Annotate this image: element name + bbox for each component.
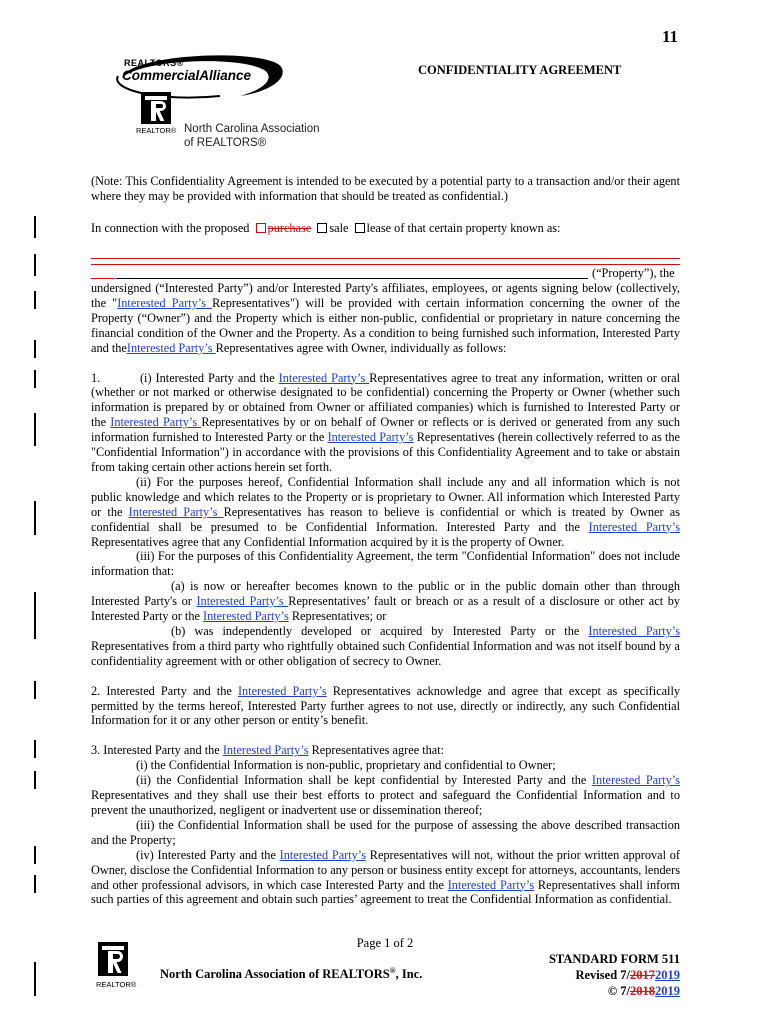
document-body-continued [91,281,684,907]
revised-date: Revised 7/20172019 [575,968,680,982]
section-3-iii: (iii) the Confidential Information shall be used for the purpose of assessing the above described transaction and the Property; [91,817,680,847]
property-blank-line[interactable] [91,264,680,265]
document-body [91,174,680,236]
note-paragraph: (Note: This Confidentiality Agreement is intended to be executed by a potential party to a transaction and/or their agent where they may be provided with information that should be treated as confidential.) [91,174,680,203]
intro-paragraph: undersigned (“Interested Party”) and/or Interested Party's affiliates, employees, or agents signing below (collectively, the "Interested Party’s Representatives") will be provided with certain information concerning the owner of the Property (“Owner”) and the Property which is either non-public, confidential or proprietary in nature concerning the financial condition of the Owner and the Property. As a condition to being furnished such information, Interested Party and theInterested Party’s Representatives agree with Owner, individually as follows: [91,281,680,355]
property-blank-line[interactable] [91,258,680,259]
realtor-r-icon [98,942,128,976]
section-3-i: (i) the Confidential Information is non-public, proprietary and confidential to Owner; [136,758,556,773]
change-bar [34,771,36,789]
interested-partys-insert: Interested Party’s [117,295,213,310]
interested-partys-insert: Interested Party’s [591,773,681,788]
nc-association-line2: of REALTORS® [184,137,267,149]
page-number: 11 [662,27,679,46]
interested-partys-insert: Interested Party’s [588,519,680,534]
interested-partys-insert: Interested Party’s [196,594,289,609]
section-2: 2. Interested Party and the Interested Party’s Representatives acknowledge and agree that except as specifically permitted by the terms hereof, Interested Party further agrees to not use, directly or indirectly, any such Confidential Information for it or any other person or entity’s benefit. [91,683,681,728]
connection-line [91,221,680,236]
page-indicator: Page 1 of 2 [356,936,414,950]
property-blank-line[interactable] [91,278,115,279]
copyright-date: © 7/20182019 [607,984,680,998]
purchase-option-deleted: purchase [267,220,312,235]
interested-partys-insert: Interested Party’s [128,504,224,519]
standard-form-label: STANDARD FORM 511 [548,952,680,966]
sale-option: sale [329,220,349,235]
realtor-mark-text: REALTOR® [96,980,137,989]
section-1-a: (a) is now or hereafter becomes known to the public or in the public domain other than through Interested Party's or Interested Party’s Representatives’ fault or breach or as a result of a disclosure or other act by Interested Party or the Interested Party’s Representatives; or [91,579,680,624]
lease-option: lease of that certain property known as: [366,220,561,235]
purchase-checkbox[interactable] [256,223,266,233]
change-bar [34,875,36,893]
commercial-alliance-text: CommercialAlliance [122,68,252,83]
realtors-text: REALTORS® [124,58,184,68]
sale-checkbox[interactable] [317,223,327,233]
change-bar [34,846,36,864]
property-label: (“Property”), the [592,266,675,280]
document-title: CONFIDENTIALITY AGREEMENT [418,63,622,77]
property-blank-line[interactable] [116,278,588,279]
section-3: 3. Interested Party and the Interested Party’s Representatives agree that: [91,743,445,758]
change-bar [34,340,36,358]
interested-partys-insert: Interested Party’s [278,370,370,385]
interested-partys-insert: Interested Party’s [588,623,680,638]
interested-partys-insert: Interested Party’s [126,340,216,355]
change-bar [34,291,36,309]
realtor-r-icon [141,92,171,124]
change-bar [34,216,36,238]
interested-partys-insert: Interested Party’s [237,683,327,698]
section-3-ii: (ii) the Confidential Information shall be kept confidential by Interested Party and the Interested Party’s Representatives and they shall use their best efforts to protect and safeguard the Confidential Information and to prevent the unauthorized, negligent or inadvertent use or dissemination thereof; [91,773,681,817]
change-bar [34,517,36,535]
change-bar [34,621,36,639]
realtor-mark-text: REALTOR® [136,126,177,135]
change-bar [34,740,36,758]
change-bar [34,370,36,388]
change-bar [34,254,36,276]
footer-realtor-logo [96,942,142,992]
section-1-iii: (iii) For the purposes of this Confidentiality Agreement, the term "Confidential Information" does not include information that: [91,549,680,579]
change-bar [34,681,36,699]
interested-partys-insert: Interested Party’s [110,415,202,430]
section-1-b: (b) was independently developed or acquired by Interested Party or the Interested Party’s Representatives from a third party who rightfully obtained such Confidential Information and was not itself bound by a confidentiality agreement with or other obligation of secrecy to Owner. [91,623,680,668]
realtors-commercial-alliance-logo [100,50,340,160]
interested-partys-insert: Interested Party’s [203,609,289,624]
change-bar [34,428,36,446]
section-1-ii: (ii) For the purposes hereof, Confidential Information shall include any and all information which is not public knowledge and which relates to the Property or is proprietary to Owner. All information which Interested Party or the Interested Party’s Representatives has reason to believe is confidential or which is treated by Owner as confidential shall be presumed to be Confidential Information. Interested Party and the Interested Party’s Representatives agree that any Confidential Information acquired by it is the property of Owner. [91,474,680,549]
change-bar [34,962,36,996]
interested-partys-insert: Interested Party’s [447,877,535,892]
footer-form-info [549,951,680,999]
section-1-i: 1. (i) Interested Party and the Interested Party’s Representatives agree to treat any information, written or oral (whether or not marked or otherwise designated to be confidential) concerning the Property or Owner (whether such information is prepared by or obtained from Owner or affiliated companies) which is furnished to Interested Party or the Interested Party’s Representatives by or on behalf of Owner or reflects or is derived or generated from any such information furnished to Interested Party or the Interested Party’s Representatives (herein collectively referred to as the "Confidential Information") in accordance with the provisions of this Confidentiality Agreement and to take or abstain from taking certain other actions herein set forth. [91,370,684,474]
interested-partys-insert: Interested Party’s [327,430,414,445]
nc-association-line1: North Carolina Association [184,123,320,135]
lease-checkbox[interactable] [355,223,365,233]
interested-partys-insert: Interested Party’s [279,847,367,862]
footer-organization: North Carolina Association of REALTORS®, Inc. [160,966,423,982]
connection-lead: In connection with the proposed [91,220,250,235]
interested-partys-insert: Interested Party’s [222,743,309,758]
section-3-iv: (iv) Interested Party and the Interested Party’s Representatives will not, without the prior written approval of Owner, disclose the Confidential Information to any person or business entity except for attorneys, accountants, lenders and other professional advisors, in which case Interested Party and the Interested Party’s Representatives shall inform such parties of this agreement and obtain such parties’ agreement to treat the Confidential Information as confidential. [91,847,680,907]
